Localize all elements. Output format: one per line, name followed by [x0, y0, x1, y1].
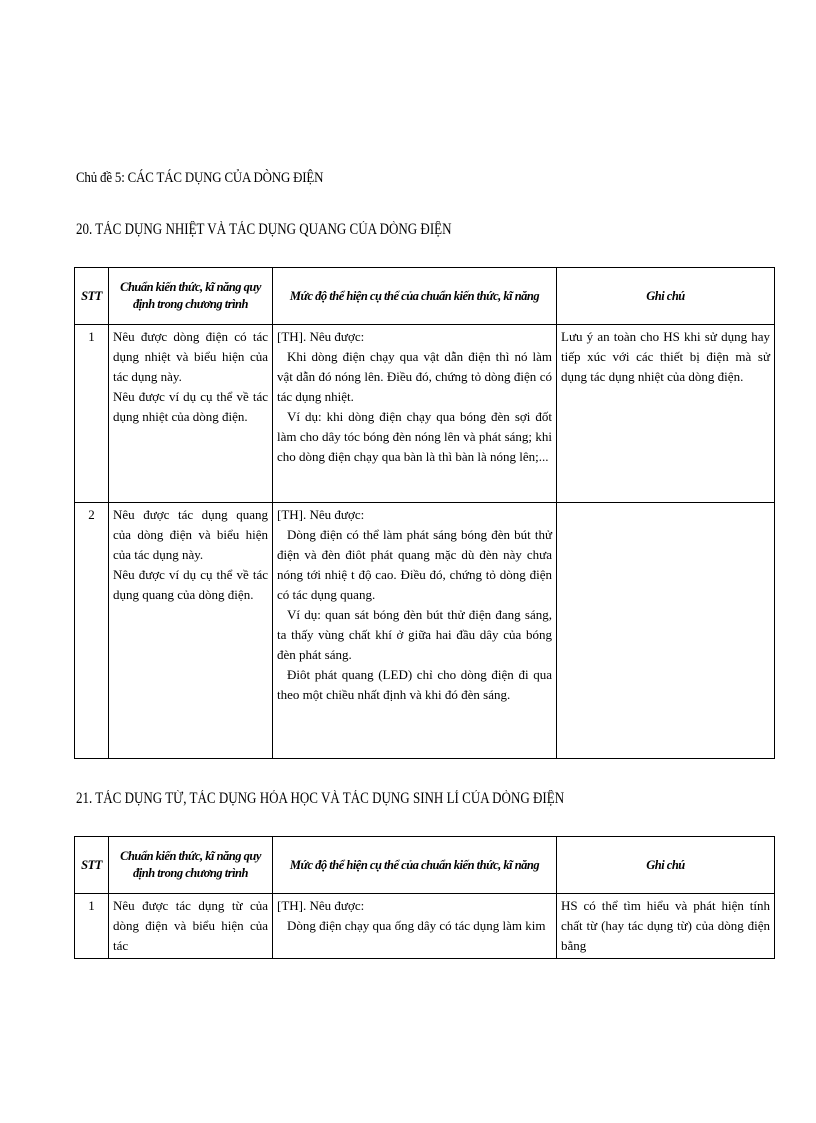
- standard-text: Nêu được dòng điện có tác dụng nhiệt và biểu hiện của tác dụng này.: [113, 329, 268, 384]
- level-text: [TH]. Nêu được:: [277, 507, 365, 522]
- level-cell: [273, 503, 557, 759]
- standard-text: Nêu được ví dụ cụ thể về tác dụng nhiệt của dòng điện.: [113, 389, 268, 424]
- header-standard: Chuẩn kiến thức, kĩ năng quy định trong chương trình: [109, 837, 273, 894]
- level-text: Ví dụ: quan sát bóng đèn bút thử điện đang sáng, ta thấy vùng chất khí ở giữa hai đầu dây của bóng đèn phát sáng.: [277, 607, 552, 662]
- row-number: 1: [75, 325, 109, 503]
- level-text: [TH]. Nêu được:: [277, 898, 365, 913]
- row-number: 1: [75, 894, 109, 959]
- topic-title: Chủ đề 5: CÁC TÁC DỤNG CỦA DÒNG ĐIỆN: [76, 170, 324, 186]
- section-20-title: 20. TÁC DỤNG NHIỆT VÀ TÁC DỤNG QUANG CỦA DÒNG ĐIỆN: [76, 221, 452, 238]
- section-21-title: 21. TÁC DỤNG TỪ, TÁC DỤNG HÓA HỌC VÀ TÁC DỤNG SINH LÍ CỦA DÒNG ĐIỆN: [76, 790, 565, 807]
- standard-text: Nêu được ví dụ cụ thể về tác dụng quang của dòng điện.: [113, 567, 268, 602]
- section-21-table: [74, 836, 775, 959]
- section-20-table: [74, 267, 775, 759]
- note-cell: [557, 503, 775, 759]
- header-level: Mức độ thể hiện cụ thể của chuẩn kiến thức, kĩ năng: [273, 837, 557, 894]
- level-text: [TH]. Nêu được:: [277, 329, 365, 344]
- standard-text: Nêu được tác dụng từ của dòng điện và biểu hiện của tác: [113, 898, 268, 953]
- table-row: [75, 503, 775, 759]
- header-stt: STT: [75, 837, 109, 894]
- table-header-row: [75, 268, 775, 325]
- header-standard: Chuẩn kiến thức, kĩ năng quy định trong chương trình: [109, 268, 273, 325]
- level-cell: [273, 325, 557, 503]
- standard-cell: [109, 894, 273, 959]
- note-cell: HS có thể tìm hiểu và phát hiện tính chất từ (hay tác dụng từ) của dòng điện bằng: [557, 894, 775, 959]
- table-header-row: [75, 837, 775, 894]
- level-text: Điôt phát quang (LED) chỉ cho dòng điện đi qua theo một chiều nhất định và khi đó đèn sáng.: [277, 667, 552, 702]
- table-row: [75, 325, 775, 503]
- level-text: Khi dòng điện chạy qua vật dẫn điện thì nó làm vật dẫn đó nóng lên. Điều đó, chứng tỏ dòng điện có tác dụng nhiệt.: [277, 349, 552, 404]
- standard-cell: [109, 503, 273, 759]
- note-cell: Lưu ý an toàn cho HS khi sử dụng hay tiếp xúc với các thiết bị điện mà sử dụng tác dụng nhiệt của dòng điện.: [557, 325, 775, 503]
- level-cell: [273, 894, 557, 959]
- level-text: Dòng điện chạy qua ống dây có tác dụng làm kim: [287, 918, 546, 933]
- header-note: Ghi chú: [557, 837, 775, 894]
- standard-text: Nêu được tác dụng quang của dòng điện và biểu hiện của tác dụng này.: [113, 507, 268, 562]
- header-level: Mức độ thể hiện cụ thể của chuẩn kiến thức, kĩ năng: [273, 268, 557, 325]
- row-number: 2: [75, 503, 109, 759]
- header-stt: STT: [75, 268, 109, 325]
- standard-cell: [109, 325, 273, 503]
- header-note: Ghi chú: [557, 268, 775, 325]
- level-text: Dòng điện có thể làm phát sáng bóng đèn bút thử điện và đèn điôt phát quang mặc dù đèn này chưa nóng tới nhiệ t độ cao. Điều đó, chứng tỏ dòng điện có tác dụng quang.: [277, 527, 552, 602]
- table-row: [75, 894, 775, 959]
- level-text: Ví dụ: khi dòng điện chạy qua bóng đèn sợi đốt làm cho dây tóc bóng đèn nóng lên và phát sáng; khi cho dòng điện chạy qua bàn là thì bàn là nóng lên;...: [277, 409, 552, 464]
